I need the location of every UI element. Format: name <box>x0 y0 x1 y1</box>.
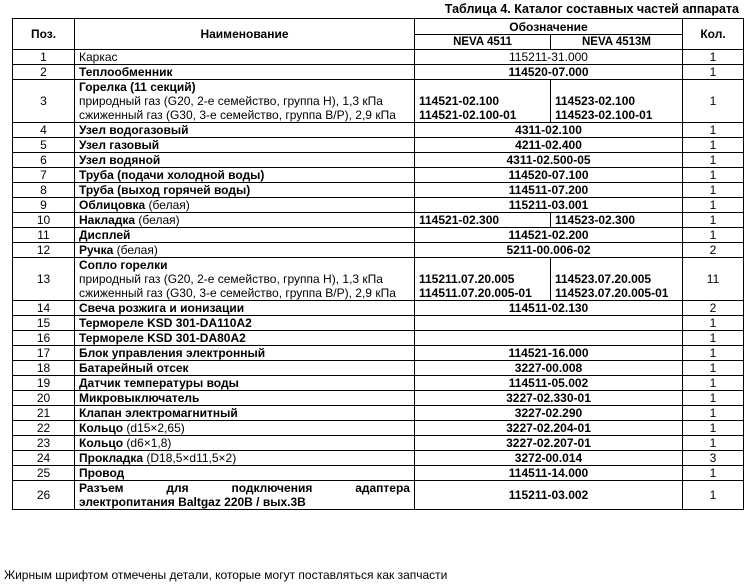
table-row <box>13 376 744 391</box>
row-pos: 14 <box>13 301 75 316</box>
row-name: Блок управления электронный <box>75 346 415 361</box>
row-pos: 24 <box>13 451 75 466</box>
table-row <box>13 258 744 301</box>
row-qty: 1 <box>683 168 744 183</box>
table-row <box>13 391 744 406</box>
row-code: 3272-00.014 <box>415 451 683 466</box>
table-row <box>13 153 744 168</box>
table-title: Таблица 4. Каталог составных частей аппарата <box>444 2 739 16</box>
row-code: 114520-07.100 <box>415 168 683 183</box>
row-pos: 5 <box>13 138 75 153</box>
row-code-4513m-natural: 114523-02.100 <box>555 94 636 108</box>
row-qty: 2 <box>683 243 744 258</box>
row-pos: 10 <box>13 213 75 228</box>
table-row <box>13 123 744 138</box>
row-code: 114521-16.000 <box>415 346 683 361</box>
row-subline-lpg: сжиженный газ (G30, 3-е семейство, группа В/Р), 2,9 кПа <box>79 108 396 122</box>
row-name-word: Разъем <box>79 481 124 495</box>
row-code: 4311-02.500-05 <box>415 153 683 168</box>
row-name-word: для <box>166 481 189 495</box>
table-row <box>13 346 744 361</box>
row-name: Теплообменник <box>75 65 415 80</box>
row-name: Кольцо <box>79 421 124 435</box>
row-qty: 1 <box>683 228 744 243</box>
row-code: 114511-02.130 <box>415 301 683 316</box>
row-name: Датчик температуры воды <box>75 376 415 391</box>
row-qty: 1 <box>683 138 744 153</box>
row-code-4513m-lpg: 114523.07.20.005-01 <box>555 286 669 300</box>
row-qty: 11 <box>683 258 744 301</box>
row-code-4511-lpg: 114511.07.20.005-01 <box>419 286 532 300</box>
row-name-word: подключения <box>231 481 313 495</box>
row-qty: 1 <box>683 406 744 421</box>
row-pos: 6 <box>13 153 75 168</box>
row-name: Батарейный отсек <box>75 361 415 376</box>
table-row <box>13 168 744 183</box>
row-qty: 1 <box>683 421 744 436</box>
table-row <box>13 228 744 243</box>
table-row <box>13 138 744 153</box>
row-code: 4311-02.100 <box>415 123 683 138</box>
row-qty: 1 <box>683 213 744 228</box>
row-code: 114511-07.200 <box>415 183 683 198</box>
table-row <box>13 316 744 331</box>
row-code: 3227-02.204-01 <box>415 421 683 436</box>
row-qty: 1 <box>683 183 744 198</box>
header-pos: Поз. <box>13 19 75 50</box>
row-pos: 20 <box>13 391 75 406</box>
row-code: 3227-02.330-01 <box>415 391 683 406</box>
row-code-4513m-lpg: 114523-02.100-01 <box>555 108 653 122</box>
row-code: 114520-07.000 <box>415 65 683 80</box>
row-name: Труба (выход горячей воды) <box>75 183 415 198</box>
row-subline-natural-gas: природный газ (G20, 2-е семейство, группа Н), 1,3 кПа <box>79 272 383 286</box>
table-row <box>13 50 744 65</box>
row-code-4511-lpg: 114521-02.100-01 <box>419 108 517 122</box>
row-name: Сопло горелки <box>79 258 168 272</box>
table-row <box>13 481 744 510</box>
row-pos: 7 <box>13 168 75 183</box>
row-name: Дисплей <box>75 228 415 243</box>
row-pos: 19 <box>13 376 75 391</box>
row-qty: 1 <box>683 123 744 138</box>
row-code-4513m: 114523-02.300 <box>551 213 683 228</box>
row-qty: 1 <box>683 376 744 391</box>
row-pos: 13 <box>13 258 75 301</box>
row-pos: 12 <box>13 243 75 258</box>
table-row <box>13 301 744 316</box>
row-name: Ручка <box>79 243 114 257</box>
row-qty: 1 <box>683 481 744 510</box>
row-pos: 3 <box>13 80 75 123</box>
row-name: Труба (подачи холодной воды) <box>75 168 415 183</box>
row-qty: 1 <box>683 80 744 123</box>
row-code-4511-natural: 114521-02.100 <box>419 94 500 108</box>
row-qty: 1 <box>683 153 744 168</box>
table-row <box>13 406 744 421</box>
row-code: 3227-02.207-01 <box>415 436 683 451</box>
row-code: 5211-00.006-02 <box>415 243 683 258</box>
row-pos: 15 <box>13 316 75 331</box>
row-code-4511-natural: 115211.07.20.005 <box>419 272 515 286</box>
row-subline-lpg: сжиженный газ (G30, 3-е семейство, группа В/Р), 2,9 кПа <box>79 286 396 300</box>
footnote: Жирным шрифтом отмечены детали, которые могут поставляться как запчасти <box>4 568 448 582</box>
row-code: 115211-31.000 <box>415 50 683 65</box>
row-name: Узел водяной <box>75 153 415 168</box>
row-code: 114521-02.200 <box>415 228 683 243</box>
row-name: Накладка <box>79 213 136 227</box>
row-name-detail: (d15×2,65) <box>123 421 185 435</box>
header-qty: Кол. <box>683 19 744 50</box>
row-name-detail: (белая) <box>113 243 158 257</box>
row-pos: 16 <box>13 331 75 346</box>
row-code: 3227-02.290 <box>415 406 683 421</box>
row-code: 114511-14.000 <box>415 466 683 481</box>
header-model-4511: NEVA 4511 <box>415 35 551 50</box>
row-name: Провод <box>75 466 415 481</box>
table-row <box>13 361 744 376</box>
row-name: Прокладка <box>79 451 144 465</box>
header-name: Наименование <box>75 19 415 50</box>
row-name: Каркас <box>75 50 415 65</box>
row-name: Узел водогазовый <box>75 123 415 138</box>
table-row <box>13 451 744 466</box>
header-designation: Обозначение <box>415 19 683 35</box>
row-code: 115211-03.001 <box>415 198 683 213</box>
row-code: 115211-03.002 <box>415 481 683 510</box>
row-qty: 1 <box>683 436 744 451</box>
row-name: Термореле KSD 301-DA80A2 <box>75 331 415 346</box>
row-qty: 1 <box>683 316 744 331</box>
table-row <box>13 331 744 346</box>
row-name-line2: электропитания Baltgaz 220В / вых.3В <box>79 495 306 509</box>
table-row <box>13 421 744 436</box>
table-row <box>13 213 744 228</box>
row-qty: 3 <box>683 451 744 466</box>
row-code: 114511-05.002 <box>415 376 683 391</box>
row-qty: 1 <box>683 361 744 376</box>
row-name: Клапан электромагнитный <box>75 406 415 421</box>
table-row <box>13 65 744 80</box>
row-code: 4211-02.400 <box>415 138 683 153</box>
row-pos: 23 <box>13 436 75 451</box>
row-subline-natural-gas: природный газ (G20, 2-е семейство, группа Н), 1,3 кПа <box>79 94 383 108</box>
row-qty: 1 <box>683 198 744 213</box>
parts-catalog-table <box>12 18 744 510</box>
row-pos: 22 <box>13 421 75 436</box>
row-code-4511: 114521-02.300 <box>415 213 551 228</box>
row-qty: 1 <box>683 346 744 361</box>
row-pos: 21 <box>13 406 75 421</box>
row-code: 3227-00.008 <box>415 361 683 376</box>
table-row <box>13 243 744 258</box>
row-qty: 1 <box>683 331 744 346</box>
table-row <box>13 183 744 198</box>
table-row <box>13 198 744 213</box>
row-qty: 1 <box>683 466 744 481</box>
table-row <box>13 466 744 481</box>
row-name-detail: (белая) <box>135 213 180 227</box>
row-name-detail: (D18,5×d11,5×2) <box>143 451 237 465</box>
row-pos: 4 <box>13 123 75 138</box>
row-name: Термореле KSD 301-DA110A2 <box>75 316 415 331</box>
row-pos: 17 <box>13 346 75 361</box>
row-code <box>415 316 683 331</box>
row-pos: 1 <box>13 50 75 65</box>
row-name: Свеча розжига и ионизации <box>75 301 415 316</box>
row-pos: 9 <box>13 198 75 213</box>
row-code-4513m-natural: 114523.07.20.005 <box>555 272 652 286</box>
header-model-4513m: NEVA 4513M <box>551 35 683 50</box>
row-name: Горелка (11 секций) <box>79 80 196 94</box>
row-name-detail: (белая) <box>145 198 190 212</box>
row-pos: 11 <box>13 228 75 243</box>
row-pos: 8 <box>13 183 75 198</box>
row-name: Облицовка <box>79 198 146 212</box>
row-pos: 2 <box>13 65 75 80</box>
table-row <box>13 436 744 451</box>
row-qty: 2 <box>683 301 744 316</box>
table-row <box>13 80 744 123</box>
row-name: Узел газовый <box>75 138 415 153</box>
row-name: Кольцо <box>79 436 124 450</box>
row-qty: 1 <box>683 50 744 65</box>
row-name: Микровыключатель <box>75 391 415 406</box>
row-qty: 1 <box>683 391 744 406</box>
row-qty: 1 <box>683 65 744 80</box>
row-pos: 25 <box>13 466 75 481</box>
row-pos: 18 <box>13 361 75 376</box>
row-pos: 26 <box>13 481 75 510</box>
row-code <box>415 331 683 346</box>
row-name-detail: (d6×1,8) <box>123 436 172 450</box>
row-name-word: адаптера <box>355 481 410 495</box>
